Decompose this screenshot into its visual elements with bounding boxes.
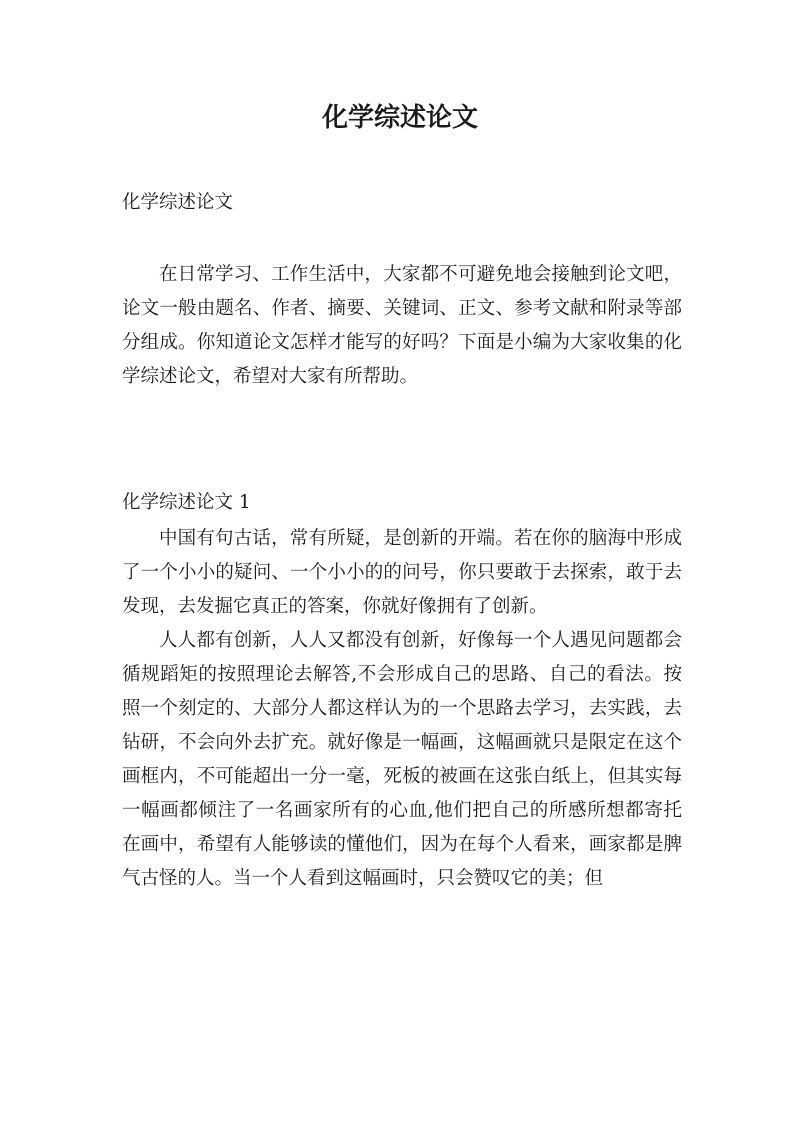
document-subtitle: 化学综述论文: [122, 192, 234, 213]
body-paragraph: 人人都有创新，人人又都没有创新，好像每一个人遇见问题都会循规蹈矩的按照理论去解答,不会形成自己的思路、自己的看法。按照一个刻定的、大部分人都这样认为的一个思路去学习，去实践，去钻研，不会向外去扩充。就好像是一幅画，这幅画就只是限定在这个画框内，不可能超出一分一毫，死板的被画在这张白纸上，但其实每一幅画都倾注了一名画家所有的心血,他们把自己的所感所想都寄托在画中，希望有人能够读的懂他们，因为在每个人看来，画家都是脾气古怪的人。当一个人看到这幅画时，只会赞叹它的美；但: [122, 630, 682, 889]
body-paragraph: 中国有句古话，常有所疑，是创新的开端。若在你的脑海中形成了一个小小的疑问、一个小小的的问号，你只要敢于去探索，敢于去发现，去发掘它真正的答案，你就好像拥有了创新。: [122, 528, 682, 617]
section-heading: 化学综述论文 1: [122, 492, 251, 513]
intro-paragraph: 在日常学习、工作生活中，大家都不可避免地会接触到论文吧，论文一般由题名、作者、摘要、关键词、正文、参考文献和附录等部分组成。你知道论文怎样才能写的好吗？下面是小编为大家收集的化学综述论文，希望对大家有所帮助。: [122, 264, 682, 387]
document-title: 化学综述论文: [321, 103, 478, 133]
section-body: [122, 522, 682, 896]
